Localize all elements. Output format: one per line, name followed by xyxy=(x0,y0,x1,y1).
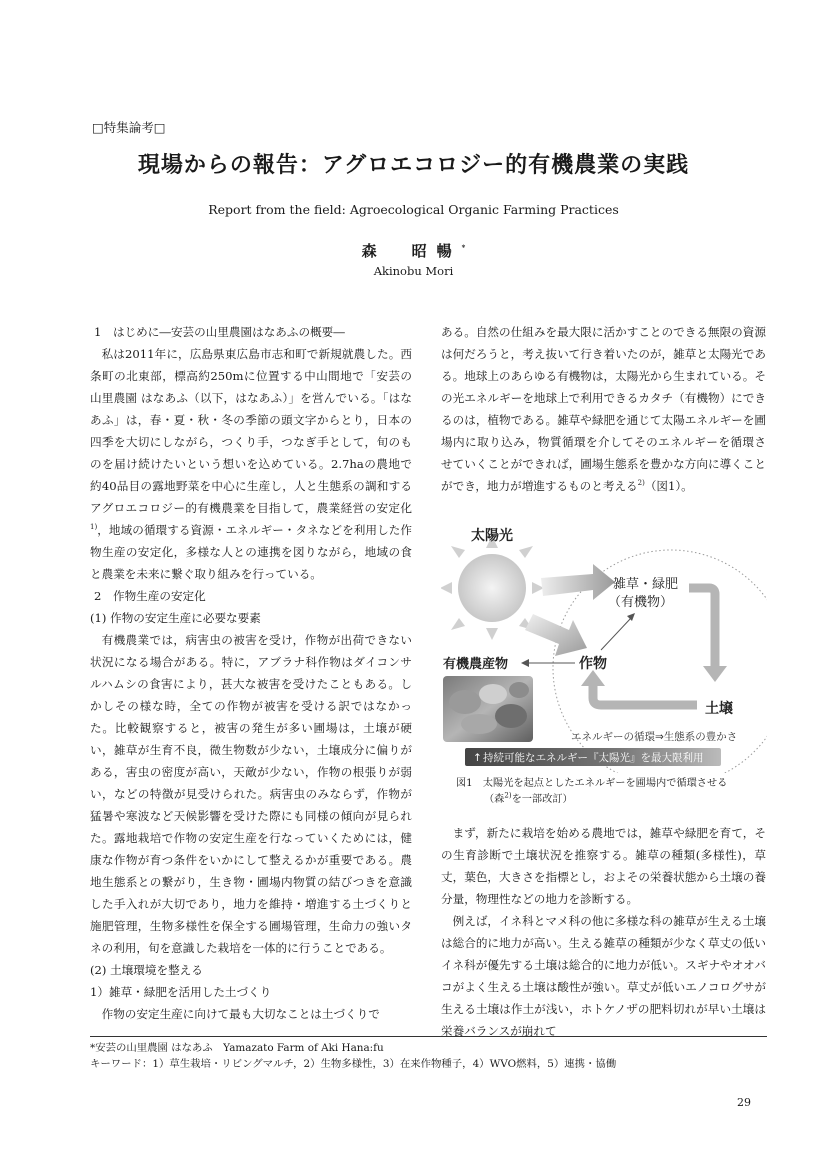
soil-label: 土壌 xyxy=(705,701,733,717)
footnote-divider xyxy=(90,1036,767,1037)
footnote xyxy=(90,1040,616,1072)
banner-arrow-glyph: ↑ xyxy=(473,752,482,764)
vegetables-photo xyxy=(443,676,533,742)
arrow-soil-to-crop xyxy=(593,684,697,705)
figure-energy-cycle xyxy=(441,518,767,773)
section-label: □特集論考□ xyxy=(92,120,166,135)
author-footnote-mark: * xyxy=(461,243,466,252)
page-number: 29 xyxy=(737,1096,751,1109)
arrow-crop-to-weeds-head xyxy=(627,613,635,621)
paragraph-continuation-text: ある。自然の仕組みを最大限に活かすことのできる無限の資源は何だろうと，考え抜いて行き着いたのが，雑草と太陽光である。地球上のあらゆる有機物は，太陽光から生まれている。その光エネルギーを地球上で利用できるカタチ（有機物）にできるのは，植物である。雑草や緑肥を通じて太陽エネルギーを圃場内に取り込み，物質循環を介してそのエネルギーを循環させていくことができれば，圃場生態系を豊かな方向に導くことができ，地力が増進するものと考える xyxy=(441,325,766,493)
cycle-caption: エネルギーの循環⇒生態系の豊かさ xyxy=(571,731,738,743)
energy-cycle-diagram xyxy=(441,518,767,773)
arrow-crop-to-weeds xyxy=(601,618,631,650)
author-name-text: 森 昭暢 xyxy=(361,242,462,260)
paragraph-introduction-text: 私は2011年に，広島県東広島市志和町で新規就農した。西条町の北東部，標高約250mに位置する中山間地で「安芸の山里農園 はなあふ（以下，はなあふ）」を営んでいる。「はなあふ」は，春・夏・秋・冬の季節の頭文字からとり，日本の四季を大切にしながら，つくり手，つなぎ手として，旬のものを届け続けたいという想いを込めている。2.7haの農地で約40品目の露地野菜を中心に生産し，人と生態系の調和するアグロエコロジー的有機農業を目指して，農業経営の安定化 xyxy=(90,347,412,515)
crop-label: 作物 xyxy=(579,656,607,672)
heading-crop-production: 2 作物生産の安定化 xyxy=(94,589,206,603)
citation-2: 2) xyxy=(637,479,645,488)
author-affiliation: *安芸の山里農園 はなあふ Yamazato Farm of Aki Hana:fu xyxy=(90,1042,384,1054)
article-subtitle-en: Report from the field: Agroecological Organic Farming Practices xyxy=(208,202,619,217)
keywords: キーワード：1）草生栽培・リビングマルチ，2）生物多様性，3）在来作物種子，4）WVO燃料，5）連携・協働 xyxy=(90,1058,617,1070)
paragraph-introduction-tail: ，地域の循環する資源・エネルギー・タネなどを利用した作物生産の安定化，多様な人との連携を図りながら，地域の食と農業を未来に繋ぐ取り組みを行っている。 xyxy=(90,523,412,581)
paragraph-continuation xyxy=(441,321,766,497)
figure-caption-source-close: を一部改訂） xyxy=(511,794,573,805)
author-name-en: Akinobu Mori xyxy=(373,264,454,278)
paragraph-weed-diagnosis: まず，新たに栽培を始める農地では，雑草や緑肥を育て，その生育診断で土壌状況を推察する。雑草の種類(多様性)，草丈，葉色，大きさを指標とし，およその栄養状態から土壌の養分量，物理性などの地力を診断する。 xyxy=(441,826,766,906)
paragraph-weed-examples: 例えば，イネ科とマメ科の他に多様な科の雑草が生える土壌は総合的に地力が高い。生える雑草の種類が少なく草丈の低いイネ科が優先する土壌は総合的に地力が低い。スギナやオオバコがよく生える土壌は酸性が強い。草丈が低いエノコログサが生える土壌は作土が浅い，ホトケノザの肥料切れが早い土壌は栄養バランスが崩れて xyxy=(441,914,766,1038)
subheading-stable-production: (1) 作物の安定生産に必要な要素 xyxy=(90,611,261,625)
sustainable-energy-banner-text: 持続可能なエネルギー『太陽光』を最大限利用 xyxy=(483,752,704,764)
figure-caption-line-1: 図1 太陽光を起点としたエネルギーを圃場内で循環させる xyxy=(456,778,728,789)
produce-label: 有機農産物 xyxy=(443,657,509,672)
paragraph-introduction xyxy=(90,343,412,585)
right-column-top xyxy=(441,321,766,497)
figure-caption-citation: 2) xyxy=(504,791,512,800)
arrow-crop-to-produce-head xyxy=(521,659,529,667)
subheading-soil-environment: (2) 土壌環境を整える xyxy=(90,963,203,977)
figure-caption-source-open: （森 xyxy=(484,794,505,805)
right-column-bottom xyxy=(441,822,766,1042)
paragraph-stable-production: 有機農業では，病害虫の被害を受け，作物が出荷できない状況になる場合がある。特に，アブラナ科作物はダイコンサルハムシの食害により，甚大な被害を受けたこともある。しかしその様な時，全ての作物が被害を受ける訳ではなかった。比較観察すると，被害の発生が多い圃場は，土壌が硬い，雑草が生育不良，微生物数が少ない，土壌成分に偏りがある，害虫の密度が高い，天敵が少ない，作物の根張りが弱い，などの特徴が見受けられた。病害虫のみならず，作物が猛暑や寒波など天候影響を受けた際にも同様の傾向が見られた。露地栽培で作物の安定生産を行なっていくためには，健康な作物が育つ条件をいかにして整えるかが重要である。農地生態系との繋がり，生き物・圃場内物質の結びつきを意識した手入れが大切であり，地力を維持・増進する土づくりと施肥管理，生物多様性を保全する圃場管理，生命力の強いタネの利用，旬を意識した栽培を一体的に行うことである。 xyxy=(90,633,412,955)
weeds-label: 雑草・緑肥 xyxy=(613,577,679,592)
arrow-soil-to-crop-head xyxy=(581,670,605,686)
figure-caption-line-2 xyxy=(456,792,756,808)
paragraph-continuation-tail: （図1）。 xyxy=(644,479,693,493)
citation-1: 1) xyxy=(90,523,98,532)
article-title: 現場からの報告：アグロエコロジー的有機農業の実践 xyxy=(137,152,690,178)
arrow-sun-to-crop xyxy=(525,614,587,656)
arrow-weeds-to-soil-head xyxy=(703,666,727,682)
figure-caption xyxy=(456,776,756,808)
paragraph-soil-building: 作物の安定生産に向けて最も大切なことは土づくりで xyxy=(101,1007,380,1021)
sun-label: 太陽光 xyxy=(471,528,513,544)
left-column xyxy=(90,321,412,1025)
heading-introduction: 1 はじめに―安芸の山里農園はなあふの概要― xyxy=(94,325,345,339)
subheading-weeds-green-manure: 1）雑草・緑肥を活用した土づくり xyxy=(90,985,272,999)
arrow-weeds-to-soil xyxy=(689,588,715,668)
author-name-ja xyxy=(0,240,827,261)
weeds-sublabel: （有機物） xyxy=(608,595,674,610)
